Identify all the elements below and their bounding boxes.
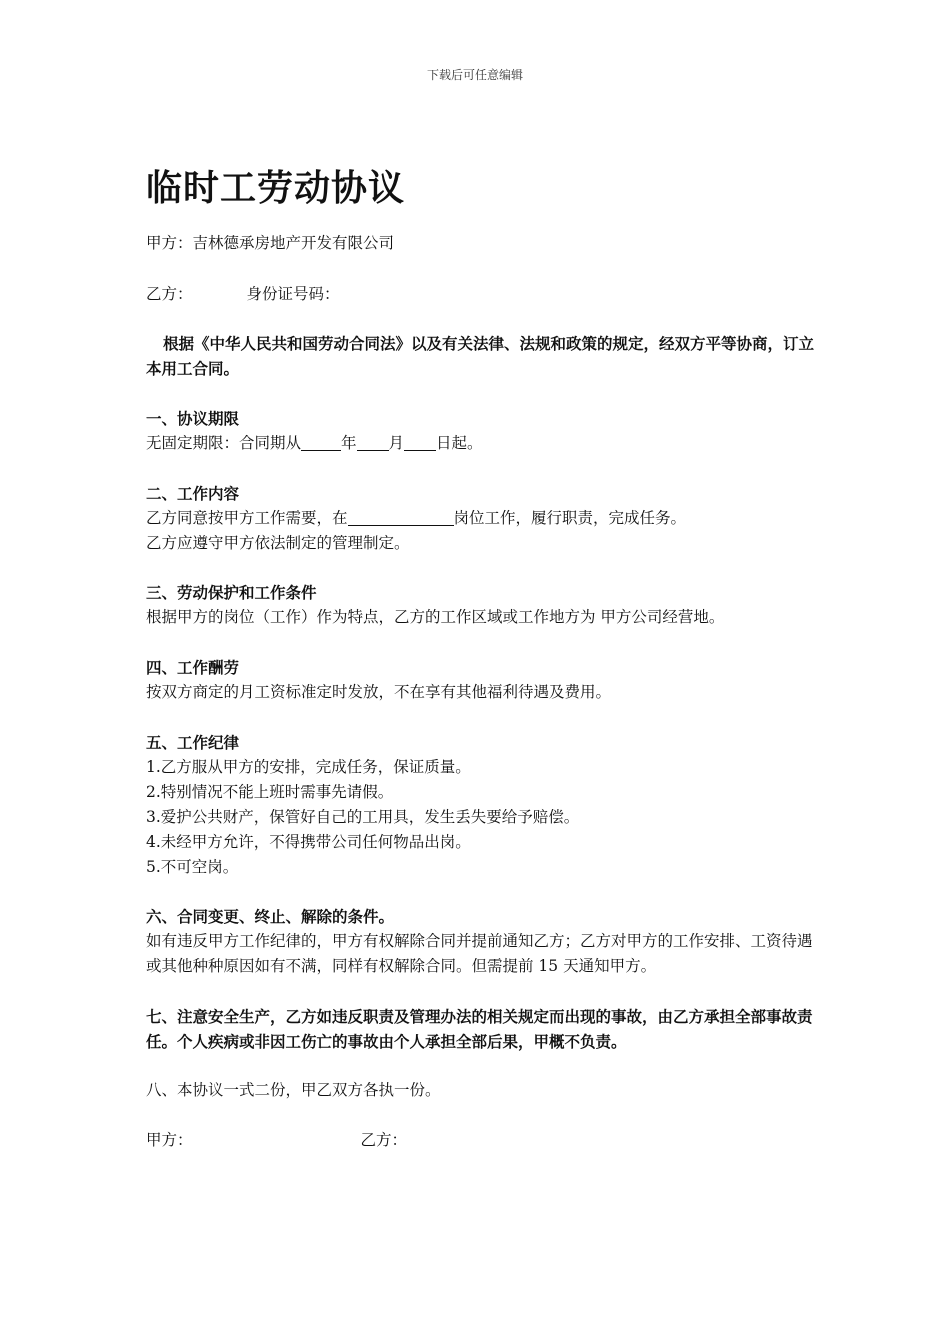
section-6-heading: 六、合同变更、终止、解除的条件。 <box>146 907 395 926</box>
signature-party-b: 乙方： <box>360 1131 408 1149</box>
discipline-item: 5.不可空岗。 <box>146 858 239 876</box>
id-number-label: 身份证号码： <box>246 285 340 303</box>
party-b-label: 乙方： <box>146 285 193 303</box>
section-3-heading: 三、劳动保护和工作条件 <box>146 583 317 602</box>
section-7-text: 七、注意安全生产，乙方如违反职责及管理办法的相关规定而出现的事故，由乙方承担全部事故责任。个人疾病或非因工伤亡的事故由个人承担全部后果，甲概不负责。 <box>146 1007 813 1051</box>
year-blank <box>301 433 341 451</box>
header-note: 下载后可任意编辑 <box>426 68 523 82</box>
section-6-text: 如有违反甲方工作纪律的，甲方有权解除合同并提前通知乙方；乙方对甲方的工作安排、工资待遇或其他种种原因如有不满，同样有权解除合同。但需提前 15 天通知甲方。 <box>146 932 813 975</box>
signature-line <box>146 1128 407 1153</box>
month-label: 月 <box>388 434 405 452</box>
section-2-heading: 二、工作内容 <box>146 484 240 503</box>
section-2-line-2: 乙方应遵守甲方依法制定的管理制定。 <box>146 534 410 552</box>
section-1-heading: 一、协议期限 <box>146 409 240 428</box>
position-blank <box>348 508 454 526</box>
section-4-heading: 四、工作酬劳 <box>146 658 240 677</box>
discipline-item: 3.爱护公共财产，保管好自己的工用具，发生丢失要给予赔偿。 <box>146 808 580 826</box>
section-3-text: 根据甲方的岗位（工作）作为特点，乙方的工作区域或工作地方为 甲方公司经营地。 <box>146 608 725 626</box>
section-4-text: 按双方商定的月工资标准定时发放，不在享有其他福利待遇及费用。 <box>146 683 612 701</box>
year-label: 年 <box>341 434 357 452</box>
day-label: 日起。 <box>436 434 483 452</box>
section-2-line-1 <box>146 506 686 531</box>
party-b-line <box>146 282 340 307</box>
term-label: 无固定期限：合同期从 <box>146 434 302 452</box>
section-5-heading: 五、工作纪律 <box>146 733 240 752</box>
party-a-line: 甲方：吉林德承房地产开发有限公司 <box>146 234 395 252</box>
page-title: 临时工劳动协议 <box>146 168 406 209</box>
intro-paragraph: 根据《中华人民共和国劳动合同法》以及有关法律、法规和政策的规定，经双方平等协商，订立本用工合同。 <box>146 334 815 378</box>
section-1-text <box>146 431 483 456</box>
discipline-item: 4.未经甲方允许，不得携带公司任何物品出岗。 <box>146 833 471 851</box>
signature-party-a: 甲方： <box>146 1131 193 1149</box>
section-8-text: 八、本协议一式二份，甲乙双方各执一份。 <box>146 1081 441 1099</box>
day-blank <box>404 433 436 451</box>
month-blank <box>357 433 389 451</box>
position-text-b: 岗位工作，履行职责，完成任务。 <box>453 509 687 527</box>
discipline-item: 2.特别情况不能上班时需事先请假。 <box>146 783 394 801</box>
discipline-item: 1.乙方服从甲方的安排，完成任务，保证质量。 <box>146 758 471 776</box>
position-text-a: 乙方同意按甲方工作需要，在 <box>146 509 348 527</box>
